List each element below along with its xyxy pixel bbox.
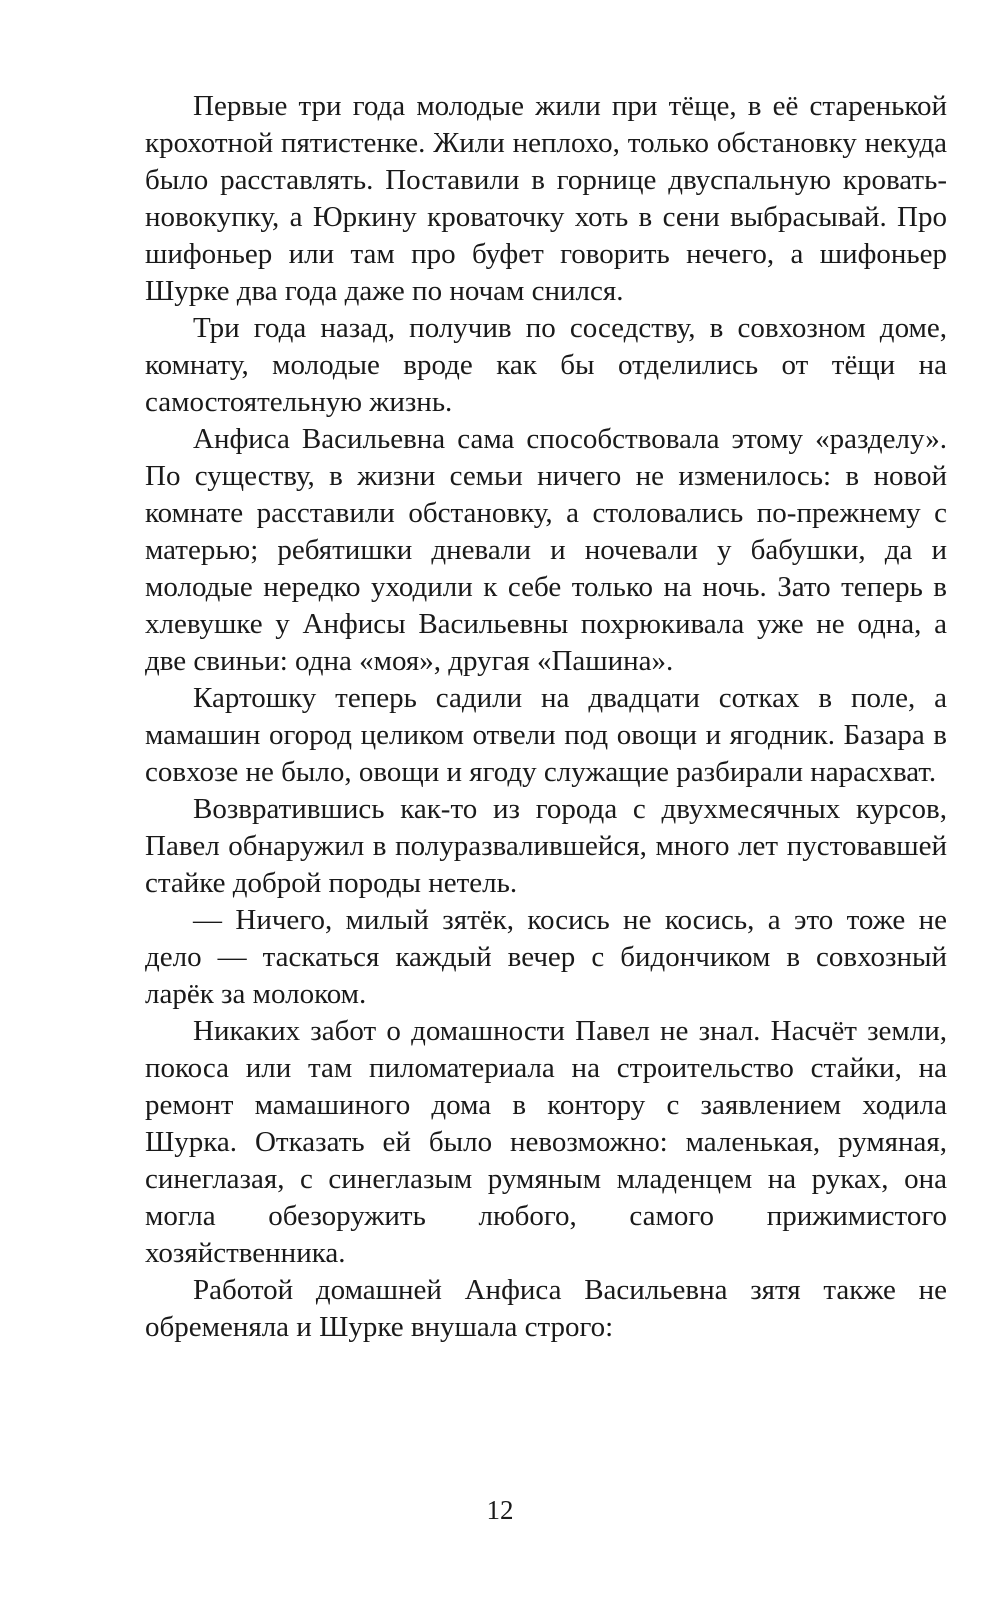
paragraph-5: Возвратившись как-то из города с двухмесячных курсов, Павел обнаружил в полуразвалившейся, много лет пустовавшей стайке доброй породы нетель. bbox=[145, 793, 947, 899]
paragraph-4: Картошку теперь садили на двадцати сотках в поле, а мамашин огород целиком отвели под овощи и ягодник. Базара в совхозе не было, овощи и ягоду служащие разбирали нарасхват. bbox=[145, 682, 947, 788]
paragraph-1: Первые три года молодые жили при тёще, в её старенькой крохотной пятистенке. Жили неплохо, только обстановку некуда было расставлять. Поставили в горнице двуспальную кровать-новокупку, а Юркину кроваточку хоть в сени выбрасывай. Про шифоньер или там про буфет говорить нечего, а шифоньер Шурке два года даже по ночам снился. bbox=[145, 90, 947, 307]
paragraph-6: — Ничего, милый зятёк, косись не косись, а это тоже не дело — таскаться каждый вечер с бидончиком в совхозный ларёк за молоком. bbox=[145, 904, 947, 1010]
paragraph-8: Работой домашней Анфиса Васильевна зятя также не обременяла и Шурке внушала строго: bbox=[145, 1274, 947, 1343]
page-number: 12 bbox=[486, 1495, 514, 1525]
body-text bbox=[145, 88, 947, 1346]
paragraph-2: Три года назад, получив по соседству, в совхозном доме, комнату, молодые вроде как бы отделились от тёщи на самостоятельную жизнь. bbox=[145, 312, 947, 418]
paragraph-3: Анфиса Васильевна сама способствовала этому «разделу». По существу, в жизни семьи ничего не изменилось: в новой комнате расставили обстановку, а столовались по-прежнему с матерью; ребятишки дневали и ночевали у бабушки, да и молодые нередко уходили к себе только на ночь. Зато теперь в хлевушке у Анфисы Васильевны похрюкивала уже не одна, а две свиньи: одна «моя», другая «Пашина». bbox=[145, 423, 947, 677]
paragraph-7: Никаких забот о домашности Павел не знал. Насчёт земли, покоса или там пиломатериала на строительство стайки, на ремонт мамашиного дома в контору с заявлением ходила Шурка. Отказать ей было невозможно: маленькая, румяная, синеглазая, с синеглазым румяным младенцем на руках, она могла обезоружить любого, самого прижимистого хозяйственника. bbox=[145, 1015, 947, 1269]
